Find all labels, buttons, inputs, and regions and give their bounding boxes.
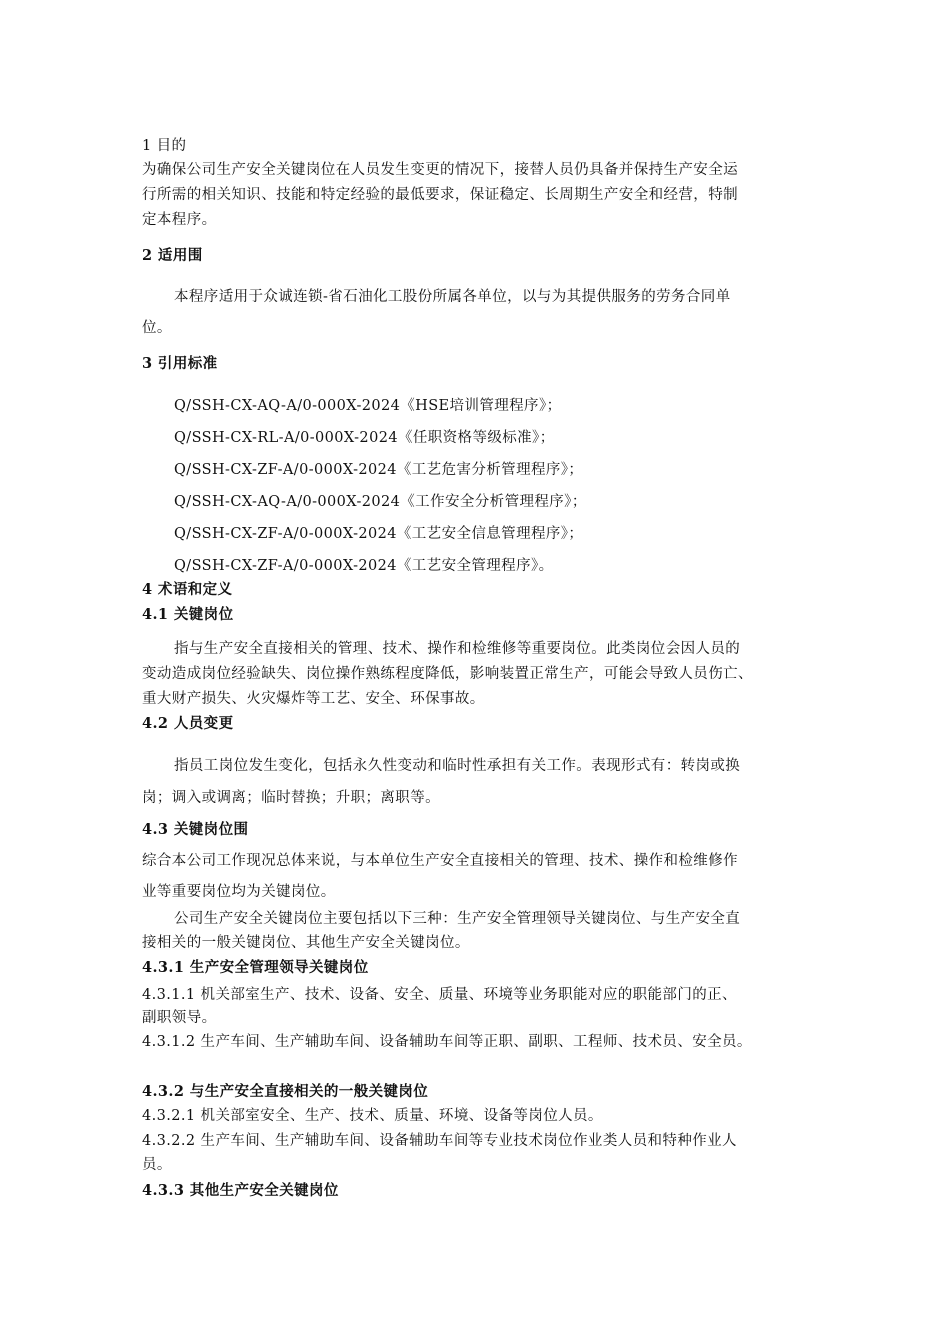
section-1-text-line: 行所需的相关知识、技能和特定经验的最低要求，保证稳定、长周期生产安全和经营，特制 bbox=[142, 187, 738, 203]
section-2-heading: 2 适用围 bbox=[142, 247, 203, 264]
section-4-3-2-item: 4.3.2.2 生产车间、生产辅助车间、设备辅助车间等专业技术岗位作业类人员和特种作业人 bbox=[142, 1133, 737, 1149]
section-4-2-text-line: 岗；调入或调离；临时替换；升职；离职等。 bbox=[142, 790, 440, 806]
section-4-3-1-item: 4.3.1.1 机关部室生产、技术、设备、安全、质量、环境等业务职能对应的职能部门的正、 bbox=[142, 987, 737, 1003]
reference-item: Q/SSH-CX-RL-A/0-000X-2024《任职资格等级标准》； bbox=[174, 430, 555, 446]
section-4-3-1-heading: 4.3.1 生产安全管理领导关键岗位 bbox=[142, 959, 369, 976]
section-4-1-text-line: 重大财产损失、火灾爆炸等工艺、安全、环保事故。 bbox=[142, 691, 485, 707]
section-3-heading: 3 引用标准 bbox=[142, 355, 218, 372]
section-4-3-3-heading: 4.3.3 其他生产安全关键岗位 bbox=[142, 1182, 339, 1199]
section-1-text-line: 定本程序。 bbox=[142, 212, 217, 228]
section-4-heading: 4 术语和定义 bbox=[142, 581, 233, 598]
section-2-text-line: 本程序适用于众诚连锁-省石油化工股份所属各单位，以与为其提供服务的劳务合同单 bbox=[174, 289, 731, 305]
section-2-text-line: 位。 bbox=[142, 320, 172, 336]
section-4-3-1-item: 副职领导。 bbox=[142, 1010, 217, 1026]
reference-item: Q/SSH-CX-AQ-A/0-000X-2024《工作安全分析管理程序》； bbox=[174, 494, 587, 510]
section-4-3-text-line: 业等重要岗位均为关键岗位。 bbox=[142, 884, 336, 900]
reference-item: Q/SSH-CX-AQ-A/0-000X-2024《HSE培训管理程序》； bbox=[174, 398, 562, 414]
section-4-2-heading: 4.2 人员变更 bbox=[142, 715, 234, 732]
reference-item: Q/SSH-CX-ZF-A/0-000X-2024《工艺安全管理程序》。 bbox=[174, 558, 554, 574]
section-4-3-2-item: 4.3.2.1 机关部室安全、生产、技术、质量、环境、设备等岗位人员。 bbox=[142, 1108, 603, 1124]
section-4-3-2-item: 员。 bbox=[142, 1157, 172, 1173]
section-4-2-text-line: 指员工岗位发生变化，包括永久性变动和临时性承担有关工作。表现形式有：转岗或换 bbox=[174, 758, 741, 774]
section-4-1-heading: 4.1 关键岗位 bbox=[142, 606, 234, 623]
reference-item: Q/SSH-CX-ZF-A/0-000X-2024《工艺危害分析管理程序》； bbox=[174, 462, 584, 478]
section-4-3-2-heading: 4.3.2 与生产安全直接相关的一般关键岗位 bbox=[142, 1083, 429, 1100]
section-1-heading: 1 目的 bbox=[142, 138, 187, 154]
section-4-3-1-item: 4.3.1.2 生产车间、生产辅助车间、设备辅助车间等正职、副职、工程师、技术员、安全员。 bbox=[142, 1034, 752, 1050]
section-4-1-text-line: 指与生产安全直接相关的管理、技术、操作和检维修等重要岗位。此类岗位会因人员的 bbox=[174, 641, 741, 657]
section-4-3-text-line: 接相关的一般关键岗位、其他生产安全关键岗位。 bbox=[142, 935, 470, 951]
section-4-3-text-line: 综合本公司工作现况总体来说，与本单位生产安全直接相关的管理、技术、操作和检维修作 bbox=[142, 853, 738, 869]
section-4-3-heading: 4.3 关键岗位围 bbox=[142, 821, 249, 838]
section-4-1-text-line: 变动造成岗位经验缺失、岗位操作熟练程度降低，影响装置正常生产，可能会导致人员伤亡、 bbox=[142, 666, 753, 682]
reference-item: Q/SSH-CX-ZF-A/0-000X-2024《工艺安全信息管理程序》； bbox=[174, 526, 584, 542]
section-1-text-line: 为确保公司生产安全关键岗位在人员发生变更的情况下，接替人员仍具备并保持生产安全运 bbox=[142, 162, 738, 178]
section-4-3-text-line: 公司生产安全关键岗位主要包括以下三种：生产安全管理领导关键岗位、与生产安全直 bbox=[174, 911, 741, 927]
